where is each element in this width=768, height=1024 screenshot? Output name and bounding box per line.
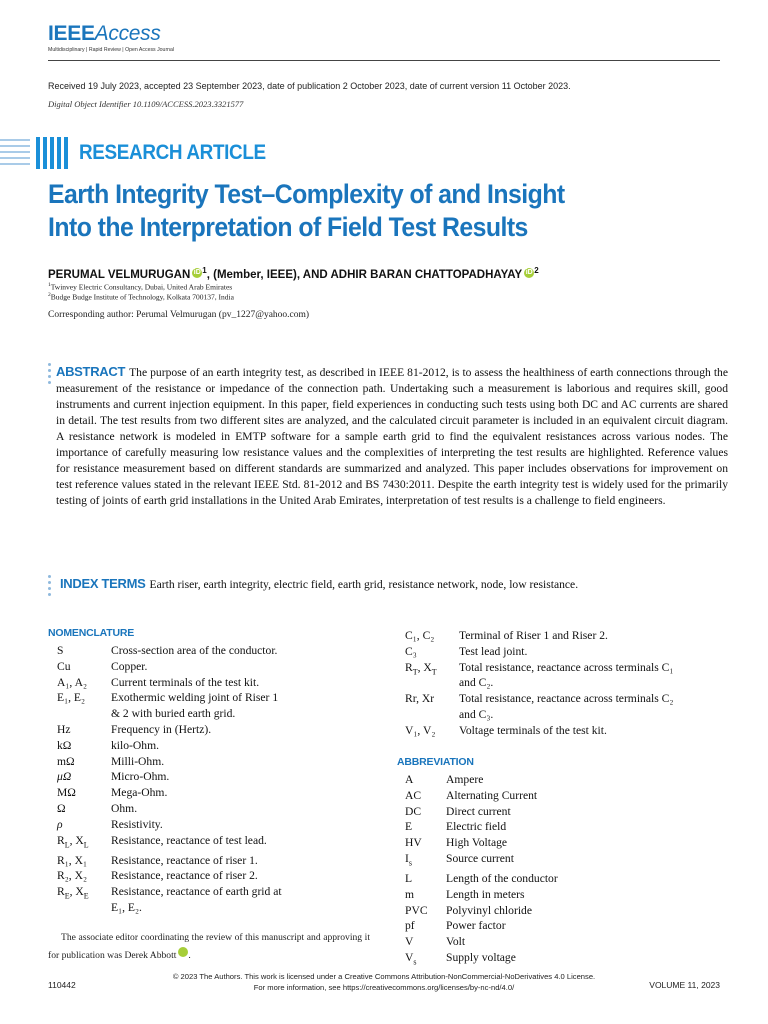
list-item: C₁, C₂ Terminal of Riser 1 and Riser 2. <box>405 629 608 642</box>
list-item: Ω Ohm. <box>57 801 138 815</box>
list-item: Cu Copper. <box>57 659 148 673</box>
list-item: S Cross-section area of the conductor. <box>57 644 278 657</box>
affiliation: $^2$Budge Budge Institute of Technology, Kolkata 700137, India <box>48 292 234 302</box>
corresponding-author: Corresponding author: Perumal Velmurugan (pv_1227@yahoo.com) <box>48 310 310 320</box>
list-item: mΩ Milli-Ohm. <box>57 754 165 768</box>
list-item: $I_s$ Source current <box>405 851 514 868</box>
article-type-label: RESEARCH ARTICLE <box>79 141 266 164</box>
dots-icon <box>48 363 52 387</box>
orcid-icon[interactable]: iD <box>178 947 188 957</box>
list-item: R₁, X₁ Resistance, reactance of riser 1. <box>57 853 258 867</box>
list-item: L Length of the conductor <box>405 872 558 886</box>
list-item: C₃ Test lead joint. <box>405 644 528 658</box>
header-divider <box>48 60 720 61</box>
list-item: AC Alternating Current <box>405 788 538 802</box>
list-item: ρ Resistivity. <box>57 817 163 831</box>
list-item: kΩ kilo-Ohm. <box>57 738 159 752</box>
license-link[interactable]: For more information, see https://creativecommons.org/licenses/by-nc-nd/4.0/ <box>253 983 515 992</box>
abbreviation-list <box>405 772 677 970</box>
index-terms-label: INDEX TERMS <box>60 576 146 591</box>
abbreviation-heading: ABBREVIATION <box>397 756 474 768</box>
list-item: pf Power factor <box>405 919 506 933</box>
list-item: PVC Polyvinyl chloride <box>405 903 532 917</box>
affiliation: $^1$Twinvey Electric Consultancy, Dubai, United Arab Emirates <box>48 282 233 292</box>
author-list: PERUMAL VELMURUGAN iD $^1$, (Member, IEEE), AND ADHIR BARAN CHATTOPADHAYAY iD $^2$ <box>48 266 539 281</box>
research-article-bars-icon <box>0 136 72 170</box>
list-item: $R_E$, $X_E$ Resistance, reactance of earth grid at E₁, E₂. <box>57 885 282 915</box>
list-item: Hz Frequency in (Hertz). <box>57 722 212 736</box>
journal-header <box>48 22 174 53</box>
abstract-text: The purpose of an earth integrity test, as described in IEEE 81-2012, is to assess the healthiness of earth connections through the measurement of the resistance or impedance of the connection path. Undertaking such a measurement is laborious and requires skill, good instruments and current injection equipment. In this paper, field experiences in conducting such tests using both DC and AC currents are shared in detail. The test results from two different sites are analyzed, and the calculated circuit parameter is included in an equivalent circuit diagram. A resistance network is modeled in EMTP software for a sample earth grid to find the equivalent resistances across various nodes. The importance of carefully measuring low resistance values and the complexities of interpreting the test results are highlighted. Reference values for resistance measurement based on different standards are summarized and analyzed. This paper includes observations for improvement on test reference values stated in the relevant IEEE Std. 81-2012 and BS 7430:2011. Despite the earth integrity test is widely used for the primarily testing of joints of earth grid installations in the United Arab Emirates, interpretation of test results is a challenge to field engineers. <box>56 366 728 507</box>
doi: Digital Object Identifier 10.1109/ACCESS.2023.3321577 <box>48 99 244 109</box>
journal-logo: IEEEAccess <box>48 22 161 45</box>
list-item: V Volt <box>405 935 466 949</box>
nomenclature-list-right <box>405 628 677 739</box>
editor-footnote: The associate editor coordinating the review of this manuscript and approving it for publication was Derek Abbott iD. <box>48 932 370 961</box>
index-terms-text: Earth riser, earth integrity, electric field, earth grid, resistance network, node, low resistance. <box>149 578 579 591</box>
list-item: MΩ Mega-Ohm. <box>57 786 168 800</box>
list-item: $R_L$, $X_L$ Resistance, reactance of test lead. <box>57 833 267 849</box>
list-item: E₁, E₂ Exothermic welding joint of Riser 1 & 2 with buried earth grid. <box>57 691 279 721</box>
list-item: $R_T$, $X_T$ Total resistance, reactance across terminals C₁ and C₂. <box>405 660 674 690</box>
page-number: 110442 <box>48 980 76 990</box>
orcid-icon[interactable]: iD <box>193 269 201 276</box>
abstract-label: ABSTRACT <box>56 364 126 379</box>
list-item: A Ampere <box>405 773 484 786</box>
list-item: DC Direct current <box>405 804 511 818</box>
list-item: HV High Voltage <box>405 836 508 850</box>
nomenclature-list-left <box>57 643 357 916</box>
abstract <box>56 364 728 509</box>
received-dates: Received 19 July 2023, accepted 23 September 2023, date of publication 2 October 2023, date of current version 11 October 2023. <box>48 81 571 91</box>
list-item: m Length in meters <box>405 887 525 901</box>
author-name: PERUMAL VELMURUGAN <box>48 269 191 281</box>
list-item: Rr, Xr Total resistance, reactance across terminals C₂ and C₃. <box>405 692 674 721</box>
author-name: ADHIR BARAN CHATTOPADHAYAY <box>330 269 523 281</box>
list-item: R₂, X₂ Resistance, reactance of riser 2. <box>57 869 258 883</box>
list-item: V₁, V₂ Voltage terminals of the test kit. <box>405 723 607 737</box>
index-terms <box>60 576 578 591</box>
dots-icon <box>48 575 52 599</box>
license-line: © 2023 The Authors. This work is licensed under a Creative Commons Attribution-NonCommercial-NoDerivatives 4.0 License. <box>172 972 596 981</box>
paper-title: Earth Integrity Test–Complexity of and Insight Into the Interpretation of Field Test Results <box>48 179 565 242</box>
volume-label: VOLUME 11, 2023 <box>649 980 720 990</box>
journal-tagline: Multidisciplinary | Rapid Review | Open Access Journal <box>48 47 175 53</box>
list-item: μΩ Micro-Ohm. <box>57 770 170 784</box>
list-item: A₁, A₂ Current terminals of the test kit. <box>57 675 260 689</box>
orcid-icon[interactable]: iD <box>525 269 533 276</box>
nomenclature-heading: NOMENCLATURE <box>48 627 135 639</box>
list-item: E Electric field <box>405 820 507 834</box>
list-item: $V_s$ Supply voltage <box>405 951 516 967</box>
